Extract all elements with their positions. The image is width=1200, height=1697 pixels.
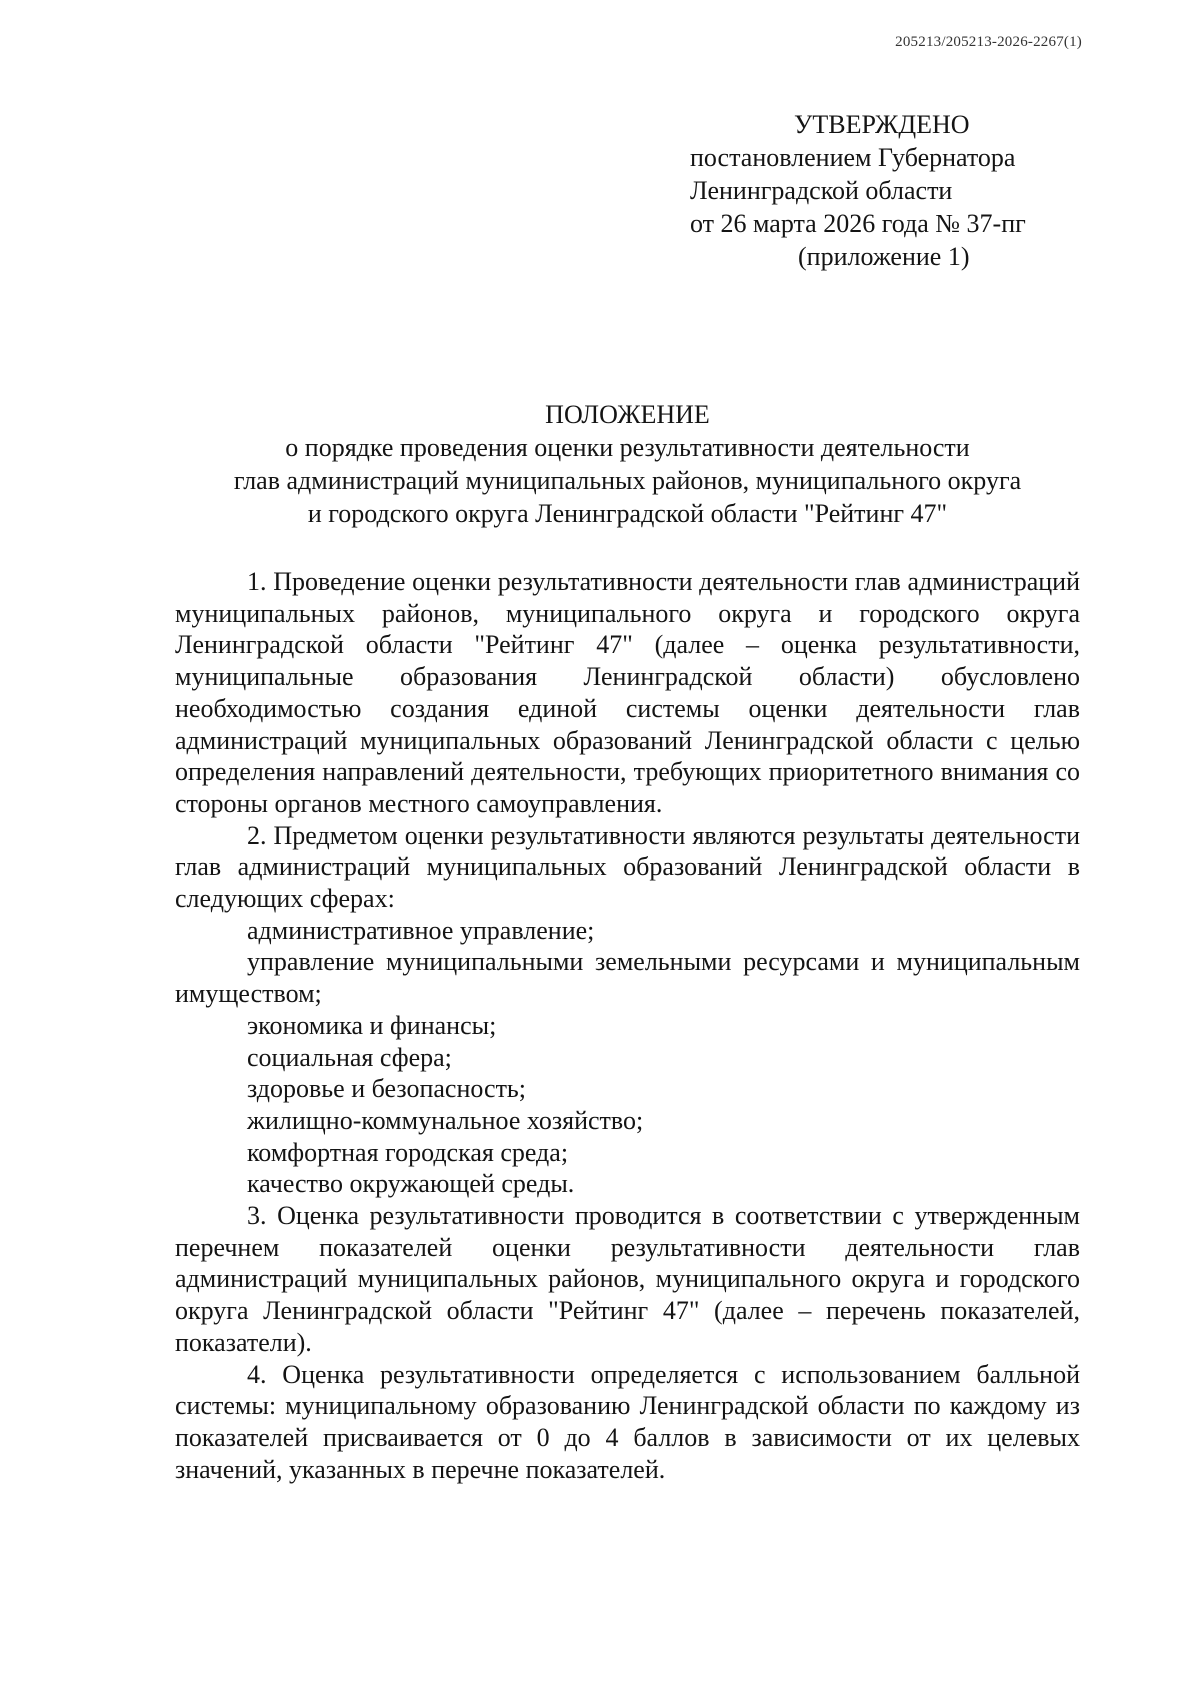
document-body xyxy=(175,566,1080,1485)
title-heading: ПОЛОЖЕНИЕ xyxy=(545,400,710,429)
approval-line-decree: постановлением Губернатора xyxy=(690,143,1016,172)
sphere-item: социальная сфера; xyxy=(247,1042,452,1072)
document-registration-number: 205213/205213-2026-2267(1) xyxy=(895,34,1082,50)
sphere-item: здоровье и безопасность; xyxy=(247,1074,527,1104)
paragraph-4: 4. Оценка результативности определяется с использованием балльной системы: муниципальному образованию Ленинградской области по каждому из показателей присваивается от 0 до 4 баллов в зависимости от их целевых значений, указанных в перечне показателей. xyxy=(175,1359,1080,1484)
sphere-item: административное управление; xyxy=(247,915,595,945)
title-line-2: глав администраций муниципальных районов, муниципального округа xyxy=(233,466,1022,495)
approval-heading: УТВЕРЖДЕНО xyxy=(794,110,970,139)
paragraph-3: 3. Оценка результативности проводится в соответствии с утвержденным перечнем показателей оценки результативности деятельности глав администраций муниципальных районов, муниципального округа и городского округа Ленинградской области "Рейтинг 47" (далее – перечень показателей, показатели). xyxy=(175,1201,1080,1357)
approval-line-appendix: (приложение 1) xyxy=(798,242,970,271)
sphere-item: качество окружающей среды. xyxy=(247,1169,575,1199)
sphere-item: экономика и финансы; xyxy=(247,1010,497,1040)
title-line-3: и городского округа Ленинградской области "Рейтинг 47" xyxy=(307,499,948,528)
sphere-item: жилищно-коммунальное хозяйство; xyxy=(247,1105,644,1135)
paragraph-1: 1. Проведение оценки результативности деятельности глав администраций муниципальных районов, муниципального округа и городского округа Ленинградской области "Рейтинг 47" (далее – оценка результативности, муниципальные образования Ленинградской области) обусловлено необходимостью создания единой системы оценки деятельности глав администраций муниципальных образований Ленинградской области с целью определения направлений деятельности, требующих приоритетного внимания со стороны органов местного самоуправления. xyxy=(175,567,1080,818)
approval-line-date: от 26 марта 2026 года № 37-пг xyxy=(690,209,1026,238)
approval-line-region: Ленинградской области xyxy=(690,176,953,205)
approval-stamp xyxy=(690,108,1026,273)
sphere-item: комфортная городская среда; xyxy=(247,1137,569,1167)
sphere-item: управление муниципальными земельными ресурсами и муниципальным имуществом; xyxy=(175,947,1080,1009)
paragraph-2: 2. Предметом оценки результативности являются результаты деятельности глав администраций муниципальных образований Ленинградской области в следующих сферах: xyxy=(175,820,1080,914)
document-title xyxy=(175,398,1080,530)
title-line-1: о порядке проведения оценки результативности деятельности xyxy=(285,433,970,462)
